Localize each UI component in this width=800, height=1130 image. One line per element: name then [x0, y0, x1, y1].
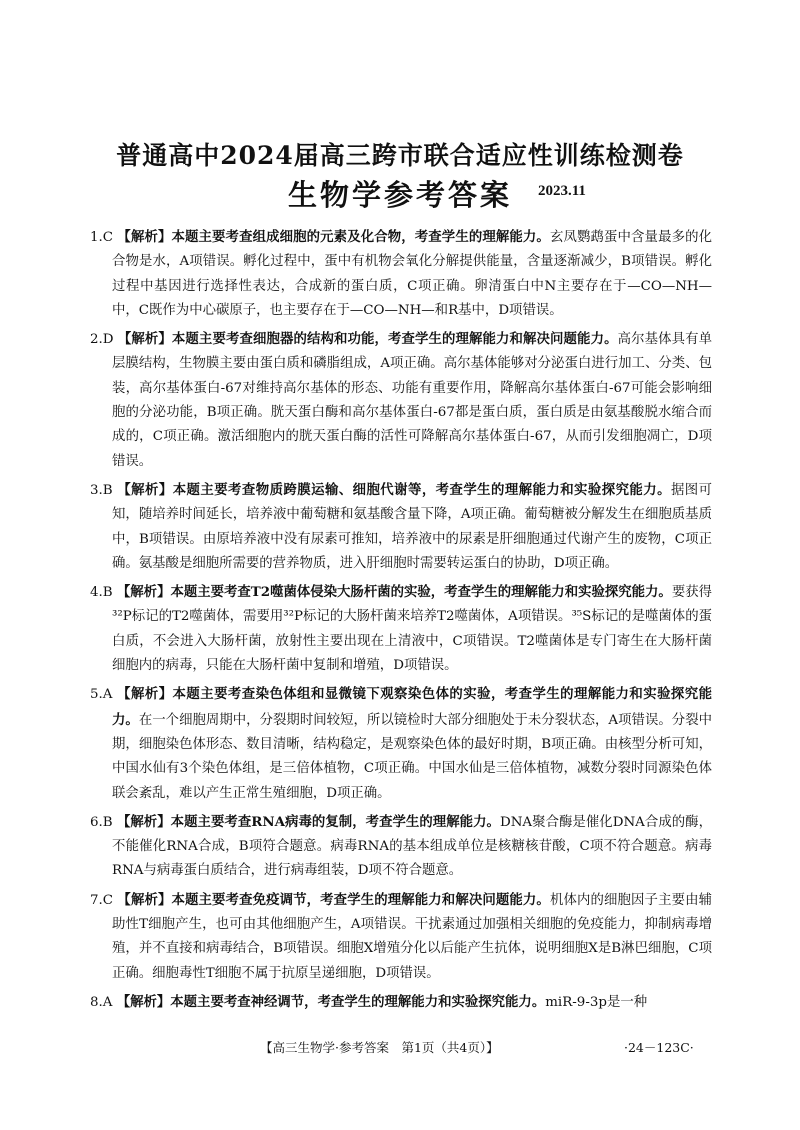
- answer-choice: B: [102, 814, 113, 830]
- answer-list: [90, 225, 712, 1019]
- answer-choice: B: [102, 585, 113, 601]
- answer-item-3: [90, 478, 712, 576]
- question-number: 1.: [90, 230, 103, 245]
- answer-choice: B: [102, 482, 113, 498]
- question-number: 2.: [90, 332, 103, 348]
- answer-item-7: [90, 888, 712, 986]
- analysis-text: 机体内的细胞因子主要由辅助性T细胞产生，也可由其他细胞产生，A项错误。干扰素通过加强相关细胞的免疫能力，抑制病毒增殖，并不直接和病毒结合，B项错误。细胞X增殖分化以后能产生抗体，说明细胞X是B淋巴细胞，C项正确。细胞毒性T细胞不属于抗原呈递细胞，D项错误。: [112, 892, 713, 981]
- answer-item-1: [90, 225, 712, 323]
- answer-item-6: [90, 810, 712, 884]
- date-label: 2023.11: [538, 183, 586, 199]
- answer-item-5: [90, 682, 712, 805]
- answer-item-8: [90, 990, 712, 1015]
- analysis-text: 玄凤鹦鹉蛋中含量最多的化合物是水，A项错误。孵化过程中，蛋中有机物会氧化分解提供能量，含量逐渐减少，B项错误。孵化过程中基因进行选择性表达，合成新的蛋白质，C项正确。卵清蛋白中N主要存在于—CO—NH—中，C既作为中心碳原子，也主要存在于—CO—NH—和R基中，D项错误。: [112, 230, 713, 318]
- analysis-text: miR-9-3p是一种: [545, 994, 648, 1010]
- analysis-text: 高尔基体具有单层膜结构，生物膜主要由蛋白质和磷脂组成，A项正确。高尔基体能够对分泌蛋白进行加工、分类、包装，高尔基体蛋白-67对维持高尔基体的形态、功能有重要作用，降解高尔基体蛋白-67可能会影响细胞的分泌功能，B项正确。胱天蛋白酶和高尔基体蛋白-67都是蛋白质，蛋白质是由氨基酸脱水缩合而成的，C项正确。激活细胞内的胱天蛋白酶的活性可降解高尔基体蛋白-67，从而引发细胞凋亡，D项错误。: [112, 332, 712, 469]
- answer-choice: C: [102, 230, 114, 245]
- footer-code: ·24－123C·: [624, 1040, 694, 1055]
- analysis-heading: 【解析】本题主要考查物质跨膜运输、细胞代谢等，考查学生的理解能力和实验探究能力。: [117, 481, 671, 498]
- answer-item-4: [90, 580, 712, 678]
- answer-item-2: [90, 327, 712, 474]
- page-title: 普通高中2024届高三跨市联合适应性训练检测卷: [116, 141, 684, 170]
- analysis-heading: 【解析】本题主要考查免疫调节，考查学生的理解能力和解决问题能力。: [117, 891, 550, 908]
- analysis-heading: 【解析】本题主要考查T2噬菌体侵染大肠杆菌的实验，考查学生的理解能力和实验探究能力。: [116, 584, 672, 601]
- question-number: 4.: [90, 585, 103, 601]
- answer-choice: A: [102, 994, 113, 1010]
- subtitle-row: [0, 173, 800, 214]
- question-number: 3.: [90, 482, 103, 498]
- analysis-text: DNA聚合酶是催化DNA合成的酶，不能催化RNA合成，B项符合题意。病毒RNA的基本组成单位是核糖核苷酸，C项不符合题意。病毒RNA与病毒蛋白质结合，进行病毒组装，D项不符合题意。: [112, 814, 713, 879]
- analysis-text: 要获得³²P标记的T2噬菌体，需要用³²P标记的大肠杆菌来培养T2噬菌体，A项错误。³⁵S标记的是噬菌体的蛋白质，不会进入大肠杆菌，放射性主要出现在上清液中，C项错误。T2噬菌体是专门寄生在大肠杆菌细胞内的病毒，只能在大肠杆菌中复制和增殖，D项错误。: [112, 585, 713, 674]
- analysis-heading: 【解析】本题主要考查组成细胞的元素及化合物，考查学生的理解能力。: [117, 229, 550, 245]
- question-number: 6.: [90, 814, 103, 830]
- question-number: 5.: [90, 687, 103, 703]
- analysis-heading: 【解析】本题主要考查细胞器的结构和功能，考查学生的理解能力和解决问题能力。: [117, 331, 618, 348]
- analysis-heading: 【解析】本题主要考查染色体组和显微镜下观察染色体的实验，考查学生的理解能力和实验探究能力。: [112, 686, 712, 728]
- page-subtitle: 生物学参考答案: [287, 178, 512, 212]
- answer-choice: D: [102, 332, 114, 348]
- footer-page-info: 【高三生物学·参考答案 第1页（共4页）】: [260, 1040, 499, 1055]
- analysis-heading: 【解析】本题主要考查RNA病毒的复制，考查学生的理解能力。: [116, 813, 500, 830]
- analysis-text: 据图可知，随培养时间延长，培养液中葡萄糖和氨基酸含量下降，A项正确。葡萄糖被分解发生在细胞质基质中，B项错误。由原培养液中没有尿素可推知，培养液中的尿素是肝细胞通过代谢产生的废物，C项正确。氨基酸是细胞所需要的营养物质，进入肝细胞时需要转运蛋白的协助，D项正确。: [112, 482, 713, 571]
- question-number: 8.: [90, 994, 103, 1010]
- question-number: 7.: [90, 892, 103, 908]
- answer-choice: A: [102, 687, 113, 703]
- answer-choice: C: [102, 892, 114, 908]
- analysis-text: 在一个细胞周期中，分裂期时间较短，所以镜检时大部分细胞处于未分裂状态，A项错误。分裂中期，细胞染色体形态、数目清晰，结构稳定，是观察染色体的最好时期，B项正确。由核型分析可知，中国水仙有3个染色体组，是三倍体植物，C项正确。中国水仙是三倍体植物，减数分裂时同源染色体联会紊乱，难以产生正常生殖细胞，D项正确。: [112, 712, 713, 801]
- analysis-heading: 【解析】本题主要考查神经调节，考查学生的理解能力和实验探究能力。: [116, 993, 546, 1010]
